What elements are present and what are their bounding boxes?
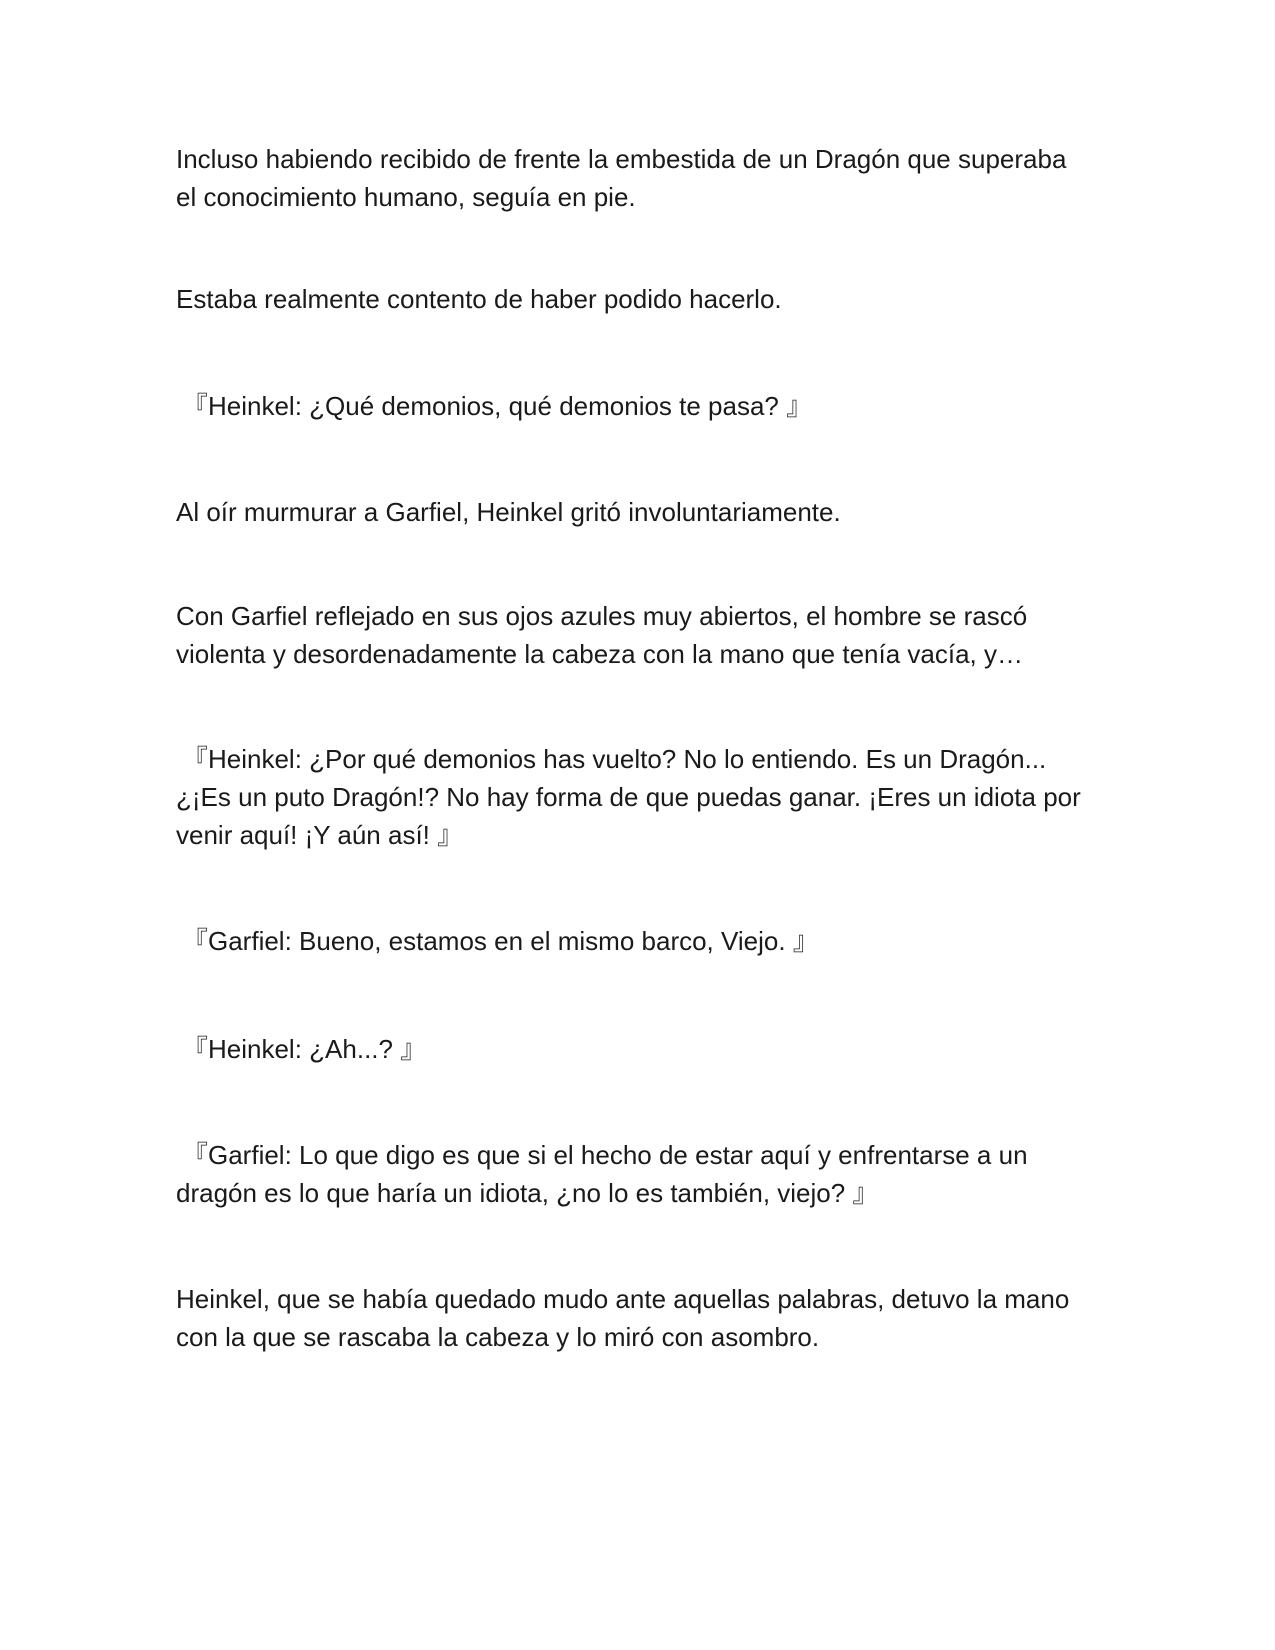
text-line: 『Garfiel: Bueno, estamos en el mismo barco, Viejo. 』 [182, 926, 819, 956]
paragraph-narration [176, 280, 1096, 318]
paragraph-dialogue [182, 1030, 1102, 1068]
text-line: 『Heinkel: ¿Ah...? 』 [182, 1034, 427, 1064]
text-line: violenta y desordenadamente la cabeza con la mano que tenía vacía, y… [176, 639, 1023, 669]
text-line: Con Garfiel reflejado en sus ojos azules muy abiertos, el hombre se rascó [176, 601, 1028, 631]
text-line: Estaba realmente contento de haber podido hacerlo. [176, 284, 782, 314]
paragraph-narration [176, 140, 1096, 216]
text-line: con la que se rascaba la cabeza y lo miró con asombro. [176, 1322, 820, 1352]
paragraph-narration [176, 493, 1096, 531]
text-line: 『Garfiel: Lo que digo es que si el hecho de estar aquí y enfrentarse a un [182, 1140, 1028, 1170]
text-line: 『Heinkel: ¿Por qué demonios has vuelto? No lo entiendo. Es un Dragón... [182, 744, 1047, 774]
text-line: 『Heinkel: ¿Qué demonios, qué demonios te pasa? 』 [182, 391, 813, 421]
text-line: venir aquí! ¡Y aún así! 』 [176, 820, 464, 850]
paragraph-dialogue [176, 740, 1096, 854]
paragraph-dialogue [176, 1136, 1096, 1212]
paragraph-narration [176, 597, 1096, 673]
text-line: Incluso habiendo recibido de frente la embestida de un Dragón que superaba [176, 144, 1067, 174]
text-line: Heinkel, que se había quedado mudo ante aquellas palabras, detuvo la mano [176, 1284, 1070, 1314]
text-line: Al oír murmurar a Garfiel, Heinkel gritó involuntariamente. [176, 497, 841, 527]
text-line: ¿¡Es un puto Dragón!? No hay forma de que puedas ganar. ¡Eres un idiota por [176, 782, 1081, 812]
text-line: dragón es lo que haría un idiota, ¿no lo es también, viejo? 』 [176, 1178, 879, 1208]
paragraph-narration [176, 1280, 1096, 1356]
text-line: el conocimiento humano, seguía en pie. [176, 182, 636, 212]
paragraph-dialogue [182, 922, 1102, 960]
paragraph-dialogue [182, 387, 1102, 425]
